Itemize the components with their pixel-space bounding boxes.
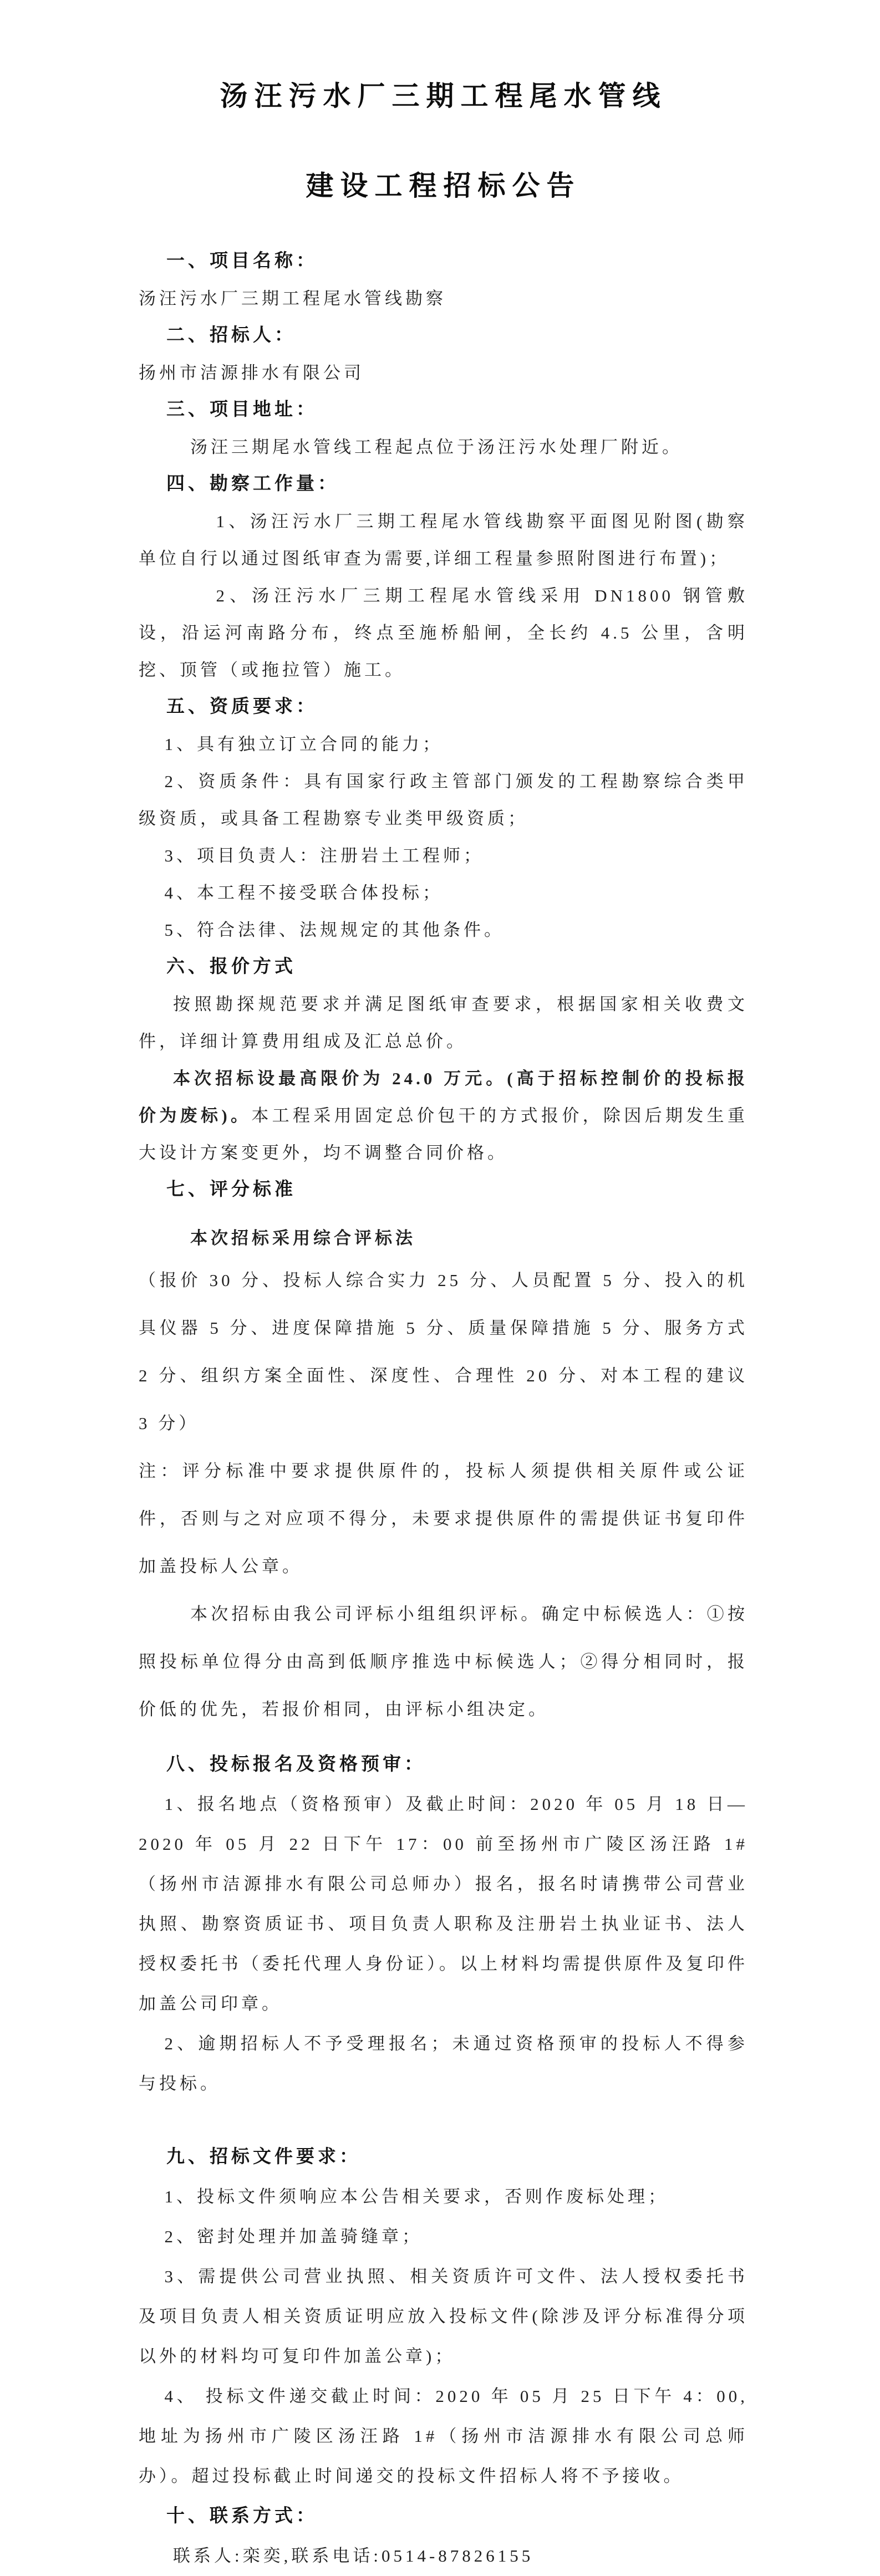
- section-quotation-method: [139, 948, 748, 1171]
- section-scoring-criteria: [139, 1171, 748, 1733]
- heading-registration-prequalification: 八、投标报名及资格预审：: [166, 1754, 426, 1774]
- heading-project-address: 三、项目地址：: [166, 400, 318, 420]
- para-evaluation-method: 本次招标采用综合评标法: [190, 1228, 416, 1248]
- para-qualification-1: 1、具有独立订立合同的能力；: [164, 734, 443, 754]
- para-registration-2: 2、逾期招标人不予受理报名；未通过资格预审的投标人不得参与投标。: [139, 2034, 748, 2093]
- section-project-address: [139, 391, 748, 466]
- section-registration-prequalification: [139, 1744, 748, 2104]
- heading-contact: 十、联系方式：: [166, 2506, 318, 2526]
- page-title-line2: 建设工程招标公告: [306, 170, 581, 201]
- section-contact: [139, 2496, 748, 2576]
- heading-qualification-requirements: 五、资质要求：: [166, 697, 318, 717]
- page-title-line1: 汤汪污水厂三期工程尾水管线: [220, 80, 667, 111]
- para-registration-1: 1、报名地点（资格预审）及截止时间：2020 年 05 月 18 日—2020 年 05 月 22 日下午 17：00 前至扬州市广陵区汤汪路 1#（扬州市洁源排水有限公司总师办）报名，报名时请携带公司营业执照、勘察资质证书、项目负责人职称及注册岩土执业证书、法人授权委托书（委托代理人身份证）。以上材料均需提供原件及复印件加盖公司印章。: [139, 1794, 748, 2013]
- para-survey-workload-1: 1、汤汪污水厂三期工程尾水管线勘察平面图见附图(勘察单位自行以通过图纸审查为需要,详细工程量参照附图进行布置)；: [139, 512, 748, 568]
- para-evaluation-committee: 本次招标由我公司评标小组组织评标。确定中标候选人：①按照投标单位得分由高到低顺序推选中标候选人；②得分相同时，报价低的优先，若报价相同，由评标小组决定。: [139, 1604, 748, 1719]
- para-qualification-2: 2、资质条件：具有国家行政主管部门颁发的工程勘察综合类甲级资质，或具备工程勘察专业类甲级资质；: [139, 772, 748, 828]
- para-tenderee: 扬州市洁源排水有限公司: [139, 363, 364, 382]
- para-qualification-3: 3、项目负责人：注册岩土工程师；: [164, 846, 484, 865]
- section-bid-document-requirements: [139, 2137, 748, 2496]
- para-project-name: 汤汪污水厂三期工程尾水管线勘察: [139, 289, 446, 308]
- para-contact-info: 联系人:栾奕,联系电话:0514-87826155: [173, 2546, 534, 2565]
- section-project-name: [139, 243, 748, 317]
- para-bid-doc-4: 4、 投标文件递交截止时间：2020 年 05 月 25 日下午 4：00,地址为扬州市广陵区汤汪路 1#（扬州市洁源排水有限公司总师办）。超过投标截止时间递交的投标文件招标人将不予接收。: [139, 2386, 748, 2486]
- heading-project-name: 一、项目名称：: [166, 251, 318, 271]
- para-bid-doc-2: 2、密封处理并加盖骑缝章；: [164, 2227, 423, 2246]
- para-price-limit: [139, 1060, 748, 1171]
- para-survey-workload-2: 2、汤汪污水厂三期工程尾水管线采用 DN1800 钢管敷设，沿运河南路分布，终点至施桥船闸，全长约 4.5 公里，含明挖、顶管（或拖拉管）施工。: [139, 586, 748, 680]
- para-score-breakdown: （报价 30 分、投标人综合实力 25 分、人员配置 5 分、投入的机具仪器 5 分、进度保障措施 5 分、质量保障措施 5 分、服务方式 2 分、组织方案全面性、深度性、合理性 20 分、对本工程的建议 3 分）: [139, 1271, 748, 1433]
- price-limit-bold-text: 本次招标设最高限价为 24.0 万元。(高于招标控制价的投标报价为废标)。: [139, 1069, 748, 1125]
- section-survey-workload: [139, 466, 748, 688]
- para-bid-doc-3: 3、需提供公司营业执照、相关资质许可文件、法人授权委托书及项目负责人相关资质证明应放入投标文件(除涉及评分标准得分项以外的材料均可复印件加盖公章)；: [139, 2267, 748, 2366]
- heading-bid-document-requirements: 九、招标文件要求：: [166, 2147, 361, 2167]
- heading-tenderee: 二、招标人：: [166, 325, 296, 345]
- section-tenderee: [139, 317, 748, 391]
- heading-quotation-method: 六、报价方式: [166, 957, 296, 977]
- para-originals-note: 注：评分标准中要求提供原件的，投标人须提供相关原件或公证件，否则与之对应项不得分，未要求提供原件的需提供证书复印件加盖投标人公章。: [139, 1461, 748, 1576]
- para-quotation-basis: 按照勘探规范要求并满足图纸审查要求，根据国家相关收费文件，详细计算费用组成及汇总总价。: [139, 994, 748, 1051]
- heading-survey-workload: 四、勘察工作量：: [166, 474, 339, 494]
- section-qualification-requirements: [139, 688, 748, 948]
- para-qualification-5: 5、符合法律、法规规定的其他条件。: [164, 920, 505, 940]
- price-limit-rest-text: 本工程采用固定总价包干的方式报价，除因后期发生重大设计方案变更外，均不调整合同价格。: [139, 1106, 748, 1162]
- para-project-address: 汤汪三期尾水管线工程起点位于汤汪污水处理厂附近。: [190, 437, 683, 457]
- heading-scoring-criteria: 七、评分标准: [166, 1180, 296, 1200]
- para-bid-doc-1: 1、投标文件须响应本公告相关要求，否则作废标处理；: [164, 2187, 669, 2206]
- para-qualification-4: 4、本工程不接受联合体投标；: [164, 883, 443, 902]
